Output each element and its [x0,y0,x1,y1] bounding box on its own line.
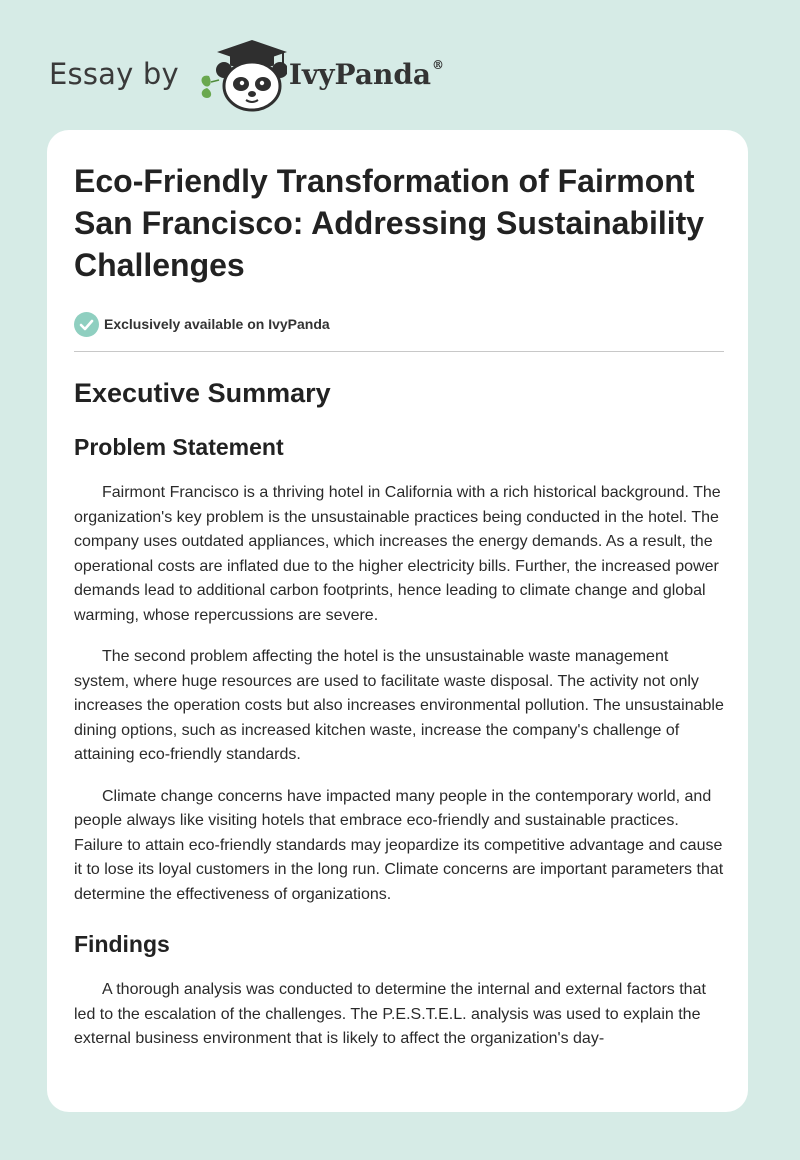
essay-content [74,160,724,1052]
subheading-findings: Findings [74,931,170,957]
title-divider [74,351,724,352]
site-header [49,36,444,112]
panda-logo-icon [197,36,287,112]
paragraph: Climate change concerns have impacted many people in the contemporary world, and people always like visiting hotels that embrace eco-friendly and sustainable practices. Failure to attain eco-friendly standards may jeopardize its competitive advantage and cause it to lose its loyal customers in the long run. Climate concerns are important parameters that determine the effectiveness of organizations. [74,787,724,903]
exclusive-label: Exclusively available on IvyPanda [104,316,330,332]
exclusive-badge [74,311,724,337]
brand-name: IvyPanda® [288,57,445,91]
check-circle-icon [74,312,99,337]
paragraph: A thorough analysis was conducted to determine the internal and external factors that led to the escalation of the challenges. The P.E.S.T.E.L. analysis was used to explain the external business environment that is likely to affect the organization's day- [74,981,706,1047]
essay-by-label: Essay by [49,57,179,91]
section-heading-executive-summary: Executive Summary [74,378,331,408]
paragraph: The second problem affecting the hotel is the unsustainable waste management system, where huge resources are used to facilitate waste disposal. The activity not only increases the operation costs but also increases environmental pollution. The unsustainable dining options, such as increased kitchen waste, increase the company's challenge of attaining eco-friendly standards. [74,648,724,763]
paragraph: Fairmont Francisco is a thriving hotel in California with a rich historical background. The organization's key problem is the unsustainable practices being conducted in the hotel. The company uses outdated appliances, which increases the energy demands. As a result, the operational costs are inflated due to the higher electricity bills. Further, the increased power demands lead to additional carbon footprints, hence leading to climate change and global warming, whose repercussions are severe. [74,484,721,624]
subheading-problem-statement: Problem Statement [74,434,284,460]
trademark-symbol: ® [432,58,445,73]
essay-card [47,130,748,1112]
essay-title: Eco-Friendly Transformation of Fairmont San Francisco: Addressing Sustainability Challenges [74,163,705,283]
